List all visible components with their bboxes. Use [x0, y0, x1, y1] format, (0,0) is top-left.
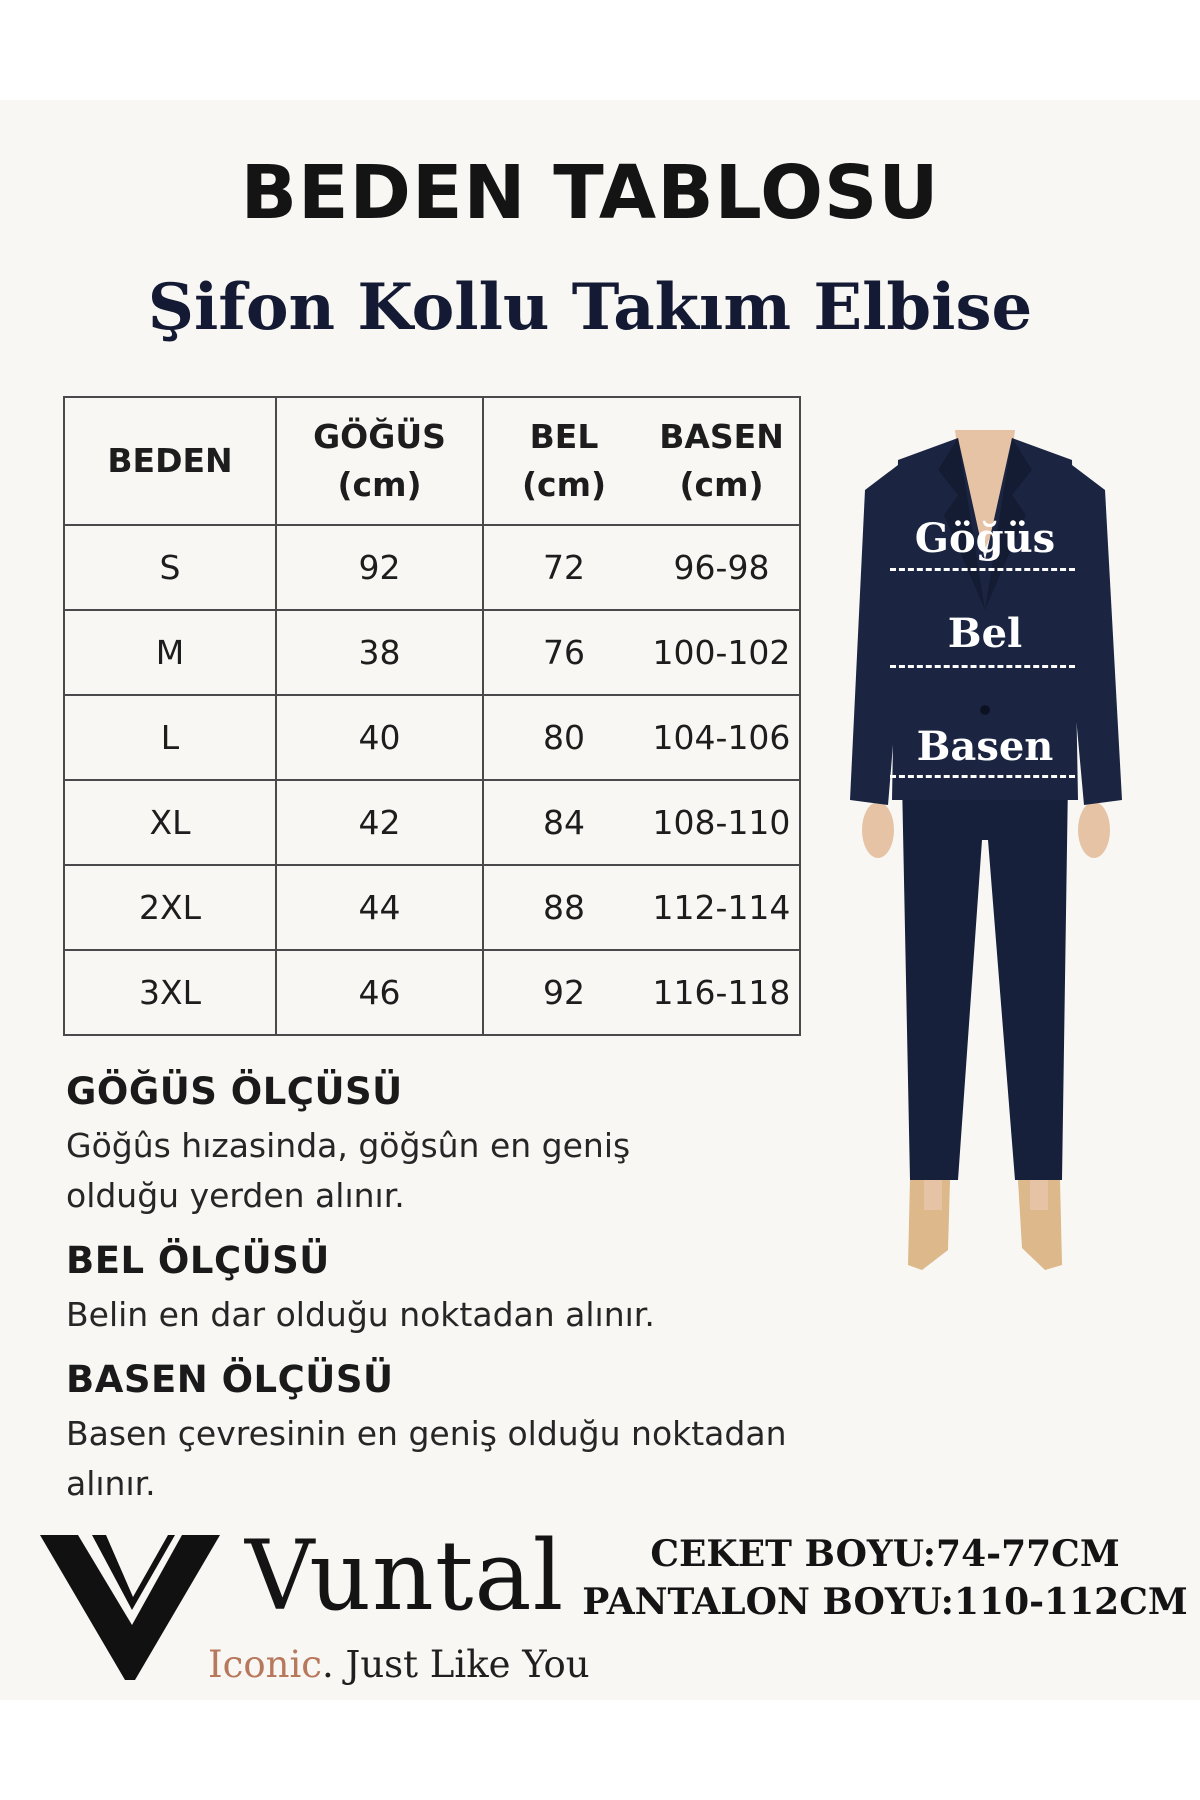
chest-line — [890, 568, 1075, 571]
cell-size: M — [64, 610, 276, 695]
guide-hip — [66, 1358, 826, 1509]
cell-chest: 42 — [276, 780, 483, 865]
guide-chest-text: Göğûs hızasinda, göğsûn en geniş olduğu yerden alınır. — [66, 1126, 631, 1215]
guide-waist — [66, 1239, 826, 1340]
guide-waist-text: Belin en dar olduğu noktadan alınır. — [66, 1295, 655, 1334]
cell-waist: 84 — [483, 780, 644, 865]
cell-chest: 40 — [276, 695, 483, 780]
guide-chest — [66, 1070, 826, 1221]
cell-size: 2XL — [64, 865, 276, 950]
cell-waist: 80 — [483, 695, 644, 780]
waist-line — [890, 665, 1075, 668]
cell-hip: 116-118 — [644, 950, 800, 1035]
cell-size: L — [64, 695, 276, 780]
trousers-length: PANTALON BOYU:110-112CM — [582, 1581, 1188, 1623]
measurement-guide — [66, 1070, 826, 1527]
figure-label-waist: Bel — [947, 610, 1023, 657]
jacket-length: CEKET BOYU:74-77CM — [650, 1533, 1120, 1575]
cell-hip: 112-114 — [644, 865, 800, 950]
cell-hip: 96-98 — [644, 525, 800, 610]
brand-name: Vuntal — [245, 1520, 565, 1632]
garment-lengths — [580, 1530, 1190, 1626]
table-row — [64, 525, 800, 610]
guide-hip-heading: BASEN ÖLÇÜSÜ — [66, 1358, 394, 1401]
hip-line — [890, 775, 1075, 778]
header-beden: BEDEN — [64, 397, 276, 525]
table-row — [64, 950, 800, 1035]
v-logo-icon — [40, 1525, 220, 1685]
figure-label-hip: Basen — [916, 723, 1054, 770]
cell-waist: 88 — [483, 865, 644, 950]
table-row — [64, 695, 800, 780]
table-row — [64, 610, 800, 695]
cell-hip: 104-106 — [644, 695, 800, 780]
figure-label-chest: Göğüs — [914, 515, 1056, 562]
table-header-row — [64, 397, 800, 525]
header-basen: BASEN (cm) — [644, 397, 800, 525]
header-gogus: GÖĞÜS (cm) — [276, 397, 483, 525]
size-table — [63, 396, 801, 1036]
cell-waist: 92 — [483, 950, 644, 1035]
cell-size: S — [64, 525, 276, 610]
cell-chest: 92 — [276, 525, 483, 610]
cell-hip: 100-102 — [644, 610, 800, 695]
brand-logo — [40, 1520, 590, 1686]
cell-hip: 108-110 — [644, 780, 800, 865]
suit-figure-illustration — [840, 420, 1130, 1300]
cell-chest: 44 — [276, 865, 483, 950]
guide-waist-heading: BEL ÖLÇÜSÜ — [66, 1239, 330, 1282]
table-row — [64, 865, 800, 950]
cell-waist: 72 — [483, 525, 644, 610]
guide-chest-heading: GÖĞÜS ÖLÇÜSÜ — [66, 1070, 403, 1113]
page-title: BEDEN TABLOSU — [240, 150, 940, 236]
guide-hip-text: Basen çevresinin en geniş olduğu noktadan alınır. — [66, 1414, 787, 1503]
cell-size: 3XL — [64, 950, 276, 1035]
product-name: Şifon Kollu Takım Elbise — [147, 270, 1033, 345]
header-bel: BEL (cm) — [483, 397, 644, 525]
table-row — [64, 780, 800, 865]
brand-tagline: Iconic. Just Like You — [208, 1643, 590, 1686]
cell-chest: 46 — [276, 950, 483, 1035]
cell-chest: 38 — [276, 610, 483, 695]
cell-size: XL — [64, 780, 276, 865]
cell-waist: 76 — [483, 610, 644, 695]
